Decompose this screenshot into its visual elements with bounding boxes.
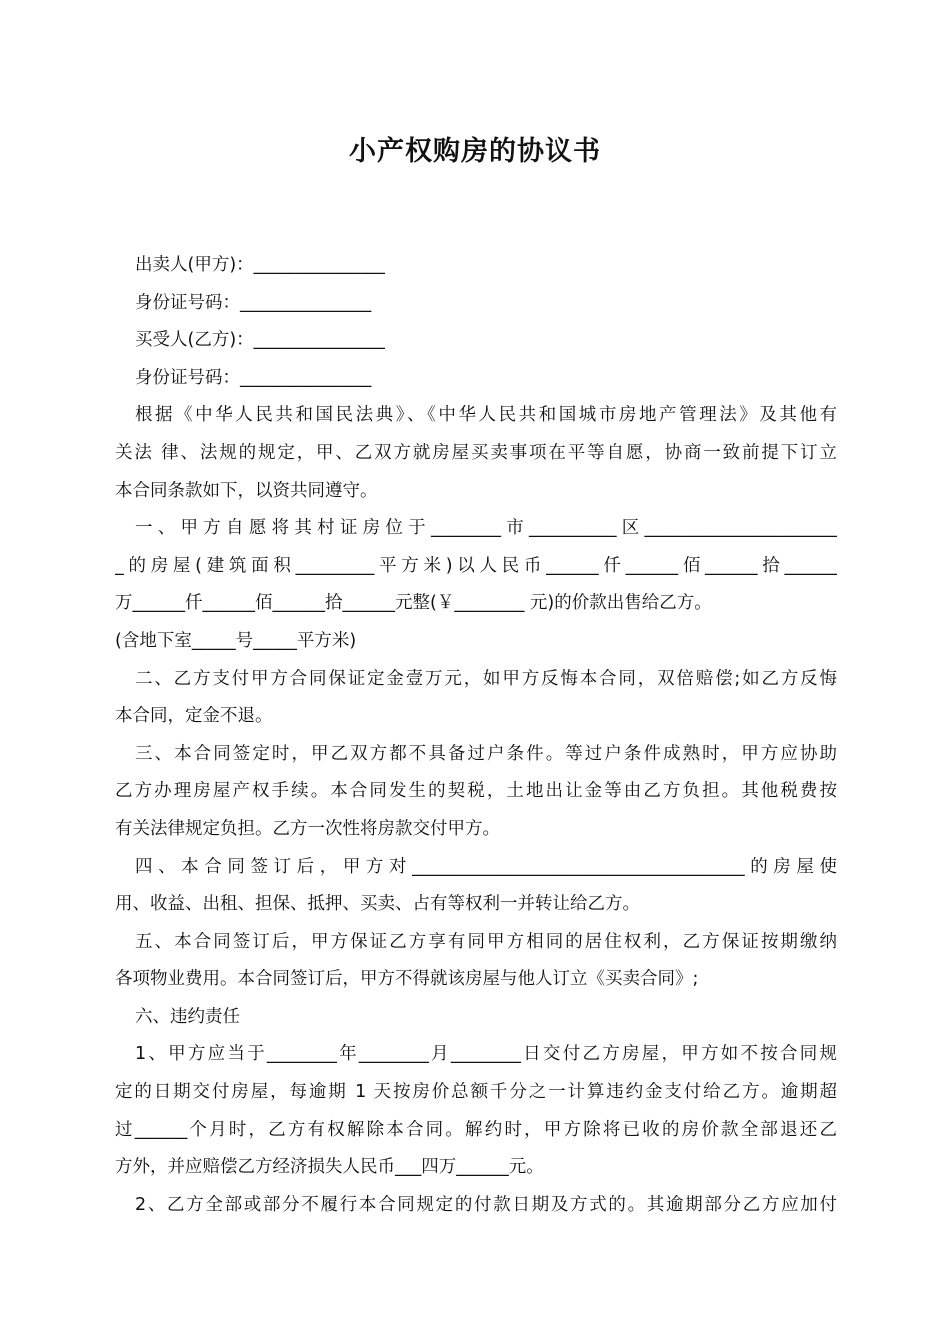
clause-4-line-1: 四、本合同签订后，甲方对______________________________________的房屋使 — [135, 856, 837, 877]
buyer-name-line: 买受人(乙方)：_______________ — [135, 330, 385, 351]
clause-6-1-line-1: 1、甲方应当于________年________月________日交付乙方房屋，甲方如不按合同规 — [135, 1044, 837, 1065]
clause-6-2-line-1: 2、乙方全部或部分不履行本合同规定的付款日期及方式的。其逾期部分乙方应加付 — [135, 1194, 837, 1215]
clause-2-line-1: 二、乙方支付甲方合同保证定金壹万元，如甲方反悔本合同，双倍赔偿;如乙方反悔 — [135, 668, 837, 689]
clause-5-line-1: 五、本合同签订后，甲方保证乙方享有同甲方相同的居住权利，乙方保证按期缴纳 — [135, 931, 837, 952]
seller-id-line: 身份证号码：_______________ — [135, 292, 372, 313]
clause-3-line-3: 有关法律规定负担。乙方一次性将房款交付甲方。 — [115, 818, 500, 839]
preamble-line-2: 关法 律、法规的规定，甲、乙双方就房屋买卖事项在平等自愿，协商一致前提下订立 — [115, 442, 837, 463]
preamble-line-3: 本合同条款如下，以资共同遵守。 — [115, 480, 378, 501]
document-body — [115, 247, 837, 1224]
clause-1-line-4: (含地下室_____号_____平方米) — [115, 630, 357, 651]
buyer-id-line: 身份证号码：_______________ — [135, 367, 372, 388]
clause-3-line-2: 乙方办理房屋产权手续。本合同发生的契税，土地出让金等由乙方负担。其他税费按 — [115, 781, 837, 802]
clause-6-1-line-3: 过______个月时，乙方有权解除本合同。解约时，甲方除将已收的房价款全部退还乙 — [115, 1119, 837, 1140]
clause-6-1-line-4: 方外，并应赔偿乙方经济损失人民币___四万______元。 — [115, 1157, 544, 1178]
clause-3-line-1: 三、本合同签定时，甲乙双方都不具备过户条件。等过户条件成熟时，甲方应协助 — [135, 743, 837, 764]
clause-1-line-1: 一、甲方自愿将其村证房位于________市__________区______________________ — [135, 518, 837, 539]
preamble-line-1: 根据《中华人民共和国民法典》、《中华人民共和国城市房地产管理法》及其他有 — [135, 405, 837, 426]
clause-5-line-2: 各项物业费用。本合同签订后，甲方不得就该房屋与他人订立《买卖合同》; — [115, 969, 699, 990]
document-title: 小产权购房的协议书 — [349, 136, 601, 167]
clause-1-line-3: 万______仟______佰______拾______元整(￥________ 元)的价款出售给乙方。 — [115, 593, 712, 614]
clause-2-line-2: 本合同，定金不退。 — [115, 706, 273, 727]
clause-1-line-2: _的房屋(建筑面积_________平方米)以人民币______仟______佰______拾______ — [115, 555, 837, 576]
clause-4-line-2: 用、收益、出租、担保、抵押、买卖、占有等权利一并转让给乙方。 — [115, 894, 640, 915]
clause-6-1-line-2: 定的日期交付房屋，每逾期 1 天按房价总额千分之一计算违约金支付给乙方。逾期超 — [115, 1082, 837, 1103]
clause-6-heading: 六、违约责任 — [135, 1006, 240, 1027]
seller-name-line: 出卖人(甲方)：_______________ — [135, 255, 385, 275]
